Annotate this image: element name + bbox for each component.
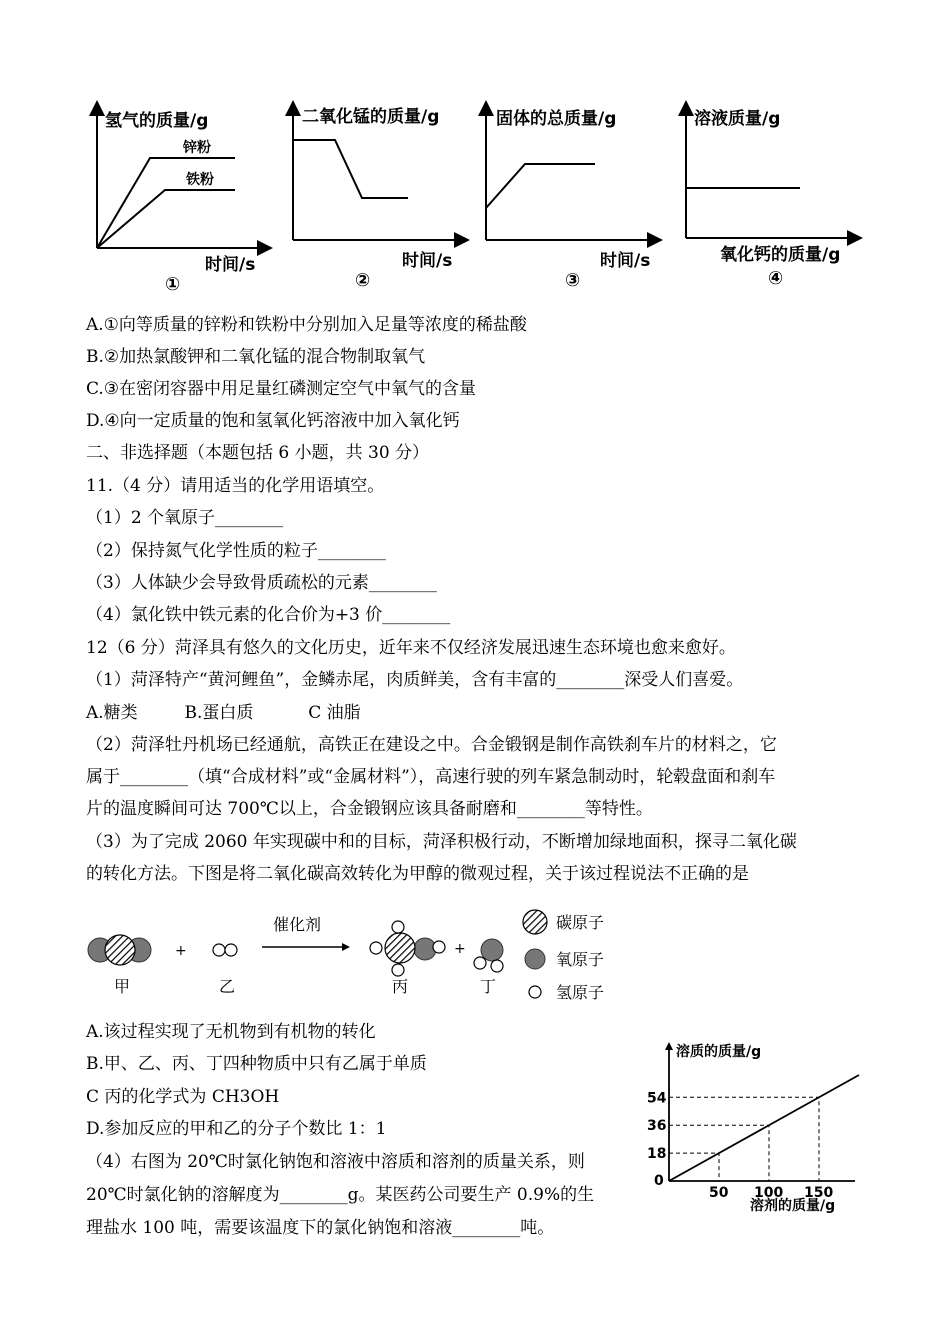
chart-ylabel: 溶质的质量/g bbox=[676, 1044, 762, 1060]
chart-xlabel: 溶剂的质量/g bbox=[750, 1198, 836, 1214]
solubility-chart bbox=[640, 1040, 870, 1225]
zinc-curve bbox=[97, 158, 235, 248]
reaction-diagram bbox=[80, 900, 640, 1010]
legend-hydrogen-icon bbox=[529, 986, 541, 998]
q12-part-2-line-1: （2）菏泽牡丹机场已经通航，高铁正在建设之中。合金锻钢是制作高铁刹车片的材料之，它 bbox=[86, 735, 777, 755]
legend-oxygen: 氧原子 bbox=[556, 950, 605, 969]
q10-option-d: D.④向一定质量的饱和氢氧化钙溶液中加入氧化钙 bbox=[86, 411, 460, 431]
label-yi: 乙 bbox=[219, 977, 236, 996]
label-ding: 丁 bbox=[480, 977, 497, 996]
molecule-yi bbox=[213, 944, 237, 956]
top-figures bbox=[80, 90, 870, 295]
curve-label-zinc: 锌粉 bbox=[183, 140, 211, 156]
y-tick-label: 18 bbox=[647, 1146, 667, 1163]
graph-3-ylabel: 固体的总质量/g bbox=[496, 109, 617, 129]
molecule-jia bbox=[88, 935, 151, 965]
y-tick-label: 54 bbox=[647, 1090, 667, 1107]
q11-stem: 11.（4 分）请用适当的化学用语填空。 bbox=[86, 476, 385, 496]
graph-1-number: ① bbox=[165, 274, 181, 295]
legend-carbon: 碳原子 bbox=[556, 913, 605, 932]
molecule-bing bbox=[370, 921, 445, 976]
mno2-curve bbox=[293, 140, 408, 198]
graph-3-xlabel: 时间/s bbox=[600, 251, 651, 271]
q12-part-2-line-3: 片的温度瞬间可达 700℃以上，合金锻钢应该具备耐磨和________等特性。 bbox=[86, 799, 653, 819]
graph-4-ylabel: 溶液质量/g bbox=[694, 109, 781, 129]
legend-carbon-icon bbox=[523, 910, 547, 934]
section-2-heading: 二、非选择题（本题包括 6 小题，共 30 分） bbox=[86, 443, 430, 463]
graph-4 bbox=[686, 108, 855, 289]
solid-mass-curve bbox=[486, 164, 595, 208]
graph-2-xlabel: 时间/s bbox=[402, 251, 453, 271]
x-tick-label: 100 bbox=[754, 1185, 784, 1201]
q12-part-1: （1）菏泽特产“黄河鲤鱼”，金鳞赤尾，肉质鲜美，含有丰富的________深受人们喜爱。 bbox=[86, 670, 744, 690]
q11-item-4: （4）氯化铁中铁元素的化合价为+3 价________ bbox=[86, 605, 451, 625]
q12-p3-option-d: D.参加反应的甲和乙的分子个数比 1：1 bbox=[86, 1119, 387, 1139]
q12-p3-option-b: B.甲、乙、丙、丁四种物质中只有乙属于单质 bbox=[86, 1054, 427, 1074]
legend bbox=[523, 910, 604, 1002]
graph-2 bbox=[293, 106, 462, 291]
graph-3 bbox=[486, 108, 655, 291]
q12-p1-option-a: A.糖类 bbox=[86, 703, 138, 723]
q11-item-2: （2）保持氮气化学性质的粒子________ bbox=[86, 541, 386, 561]
graph-1 bbox=[97, 108, 265, 295]
q11-item-1: （1）2 个氧原子________ bbox=[86, 508, 284, 528]
graph-1-ylabel: 氢气的质量/g bbox=[105, 111, 209, 131]
q12-stem: 12（6 分）菏泽具有悠久的文化历史，近年来不仅经济发展迅速生态环境也愈来愈好。 bbox=[86, 638, 736, 658]
q11-item-3: （3）人体缺少会导致骨质疏松的元素________ bbox=[86, 573, 437, 593]
graph-2-number: ② bbox=[355, 270, 371, 291]
q12-part-3-line-1: （3）为了完成 2060 年实现碳中和的目标，菏泽积极行动，不断增加绿地面积，探寻二氧化碳 bbox=[86, 832, 797, 852]
q12-part-4-line-2: 20℃时氯化钠的溶解度为________g。某医药公司要生产 0.9%的生 bbox=[86, 1185, 595, 1205]
chart-origin: 0 bbox=[654, 1173, 664, 1189]
q10-option-a: A.①向等质量的锌粉和铁粉中分别加入足量等浓度的稀盐酸 bbox=[86, 315, 527, 335]
q12-part-1-options bbox=[86, 702, 361, 724]
graph-4-number: ④ bbox=[768, 268, 784, 289]
q12-part-4-line-3: 理盐水 100 吨，需要该温度下的氯化钠饱和溶液________吨。 bbox=[86, 1218, 555, 1238]
graph-3-number: ③ bbox=[565, 270, 581, 291]
graph-1-xlabel: 时间/s bbox=[205, 255, 256, 275]
q10-option-b: B.②加热氯酸钾和二氧化锰的混合物制取氧气 bbox=[86, 347, 426, 367]
x-tick-label: 150 bbox=[804, 1185, 834, 1201]
x-tick-label: 50 bbox=[709, 1185, 729, 1201]
graph-2-ylabel: 二氧化锰的质量/g bbox=[302, 107, 440, 127]
iron-curve bbox=[97, 190, 235, 248]
solubility-line bbox=[669, 1075, 859, 1181]
q12-part-2-line-2: 属于________（填“合成材料”或“金属材料”），高速行驶的列车紧急制动时，轮毂盘面和刹车 bbox=[86, 767, 776, 787]
legend-oxygen-icon bbox=[525, 949, 545, 969]
label-bing: 丙 bbox=[392, 977, 409, 996]
q12-part-4-line-1: （4）右图为 20℃时氯化钠饱和溶液中溶质和溶剂的质量关系，则 bbox=[86, 1152, 585, 1172]
y-tick-label: 36 bbox=[647, 1118, 667, 1135]
molecule-ding bbox=[474, 939, 503, 972]
label-jia: 甲 bbox=[114, 977, 131, 996]
q12-p3-option-c: C 丙的化学式为 CH3OH bbox=[86, 1087, 280, 1107]
curve-label-iron: 铁粉 bbox=[186, 172, 214, 188]
q12-part-3-line-2: 的转化方法。下图是将二氧化碳高效转化为甲醇的微观过程，关于该过程说法不正确的是 bbox=[86, 864, 749, 884]
q12-p1-option-c: C 油脂 bbox=[308, 703, 361, 723]
q12-p3-option-a: A.该过程实现了无机物到有机物的转化 bbox=[86, 1022, 376, 1042]
q10-option-c: C.③在密闭容器中用足量红磷测定空气中氧气的含量 bbox=[86, 379, 477, 399]
catalyst-label: 催化剂 bbox=[273, 915, 322, 934]
plus-1: + bbox=[175, 943, 187, 959]
legend-hydrogen: 氢原子 bbox=[556, 983, 605, 1002]
plus-2: + bbox=[454, 941, 466, 957]
q12-p1-option-b: B.蛋白质 bbox=[184, 703, 254, 723]
graph-4-xlabel: 氧化钙的质量/g bbox=[720, 245, 841, 265]
